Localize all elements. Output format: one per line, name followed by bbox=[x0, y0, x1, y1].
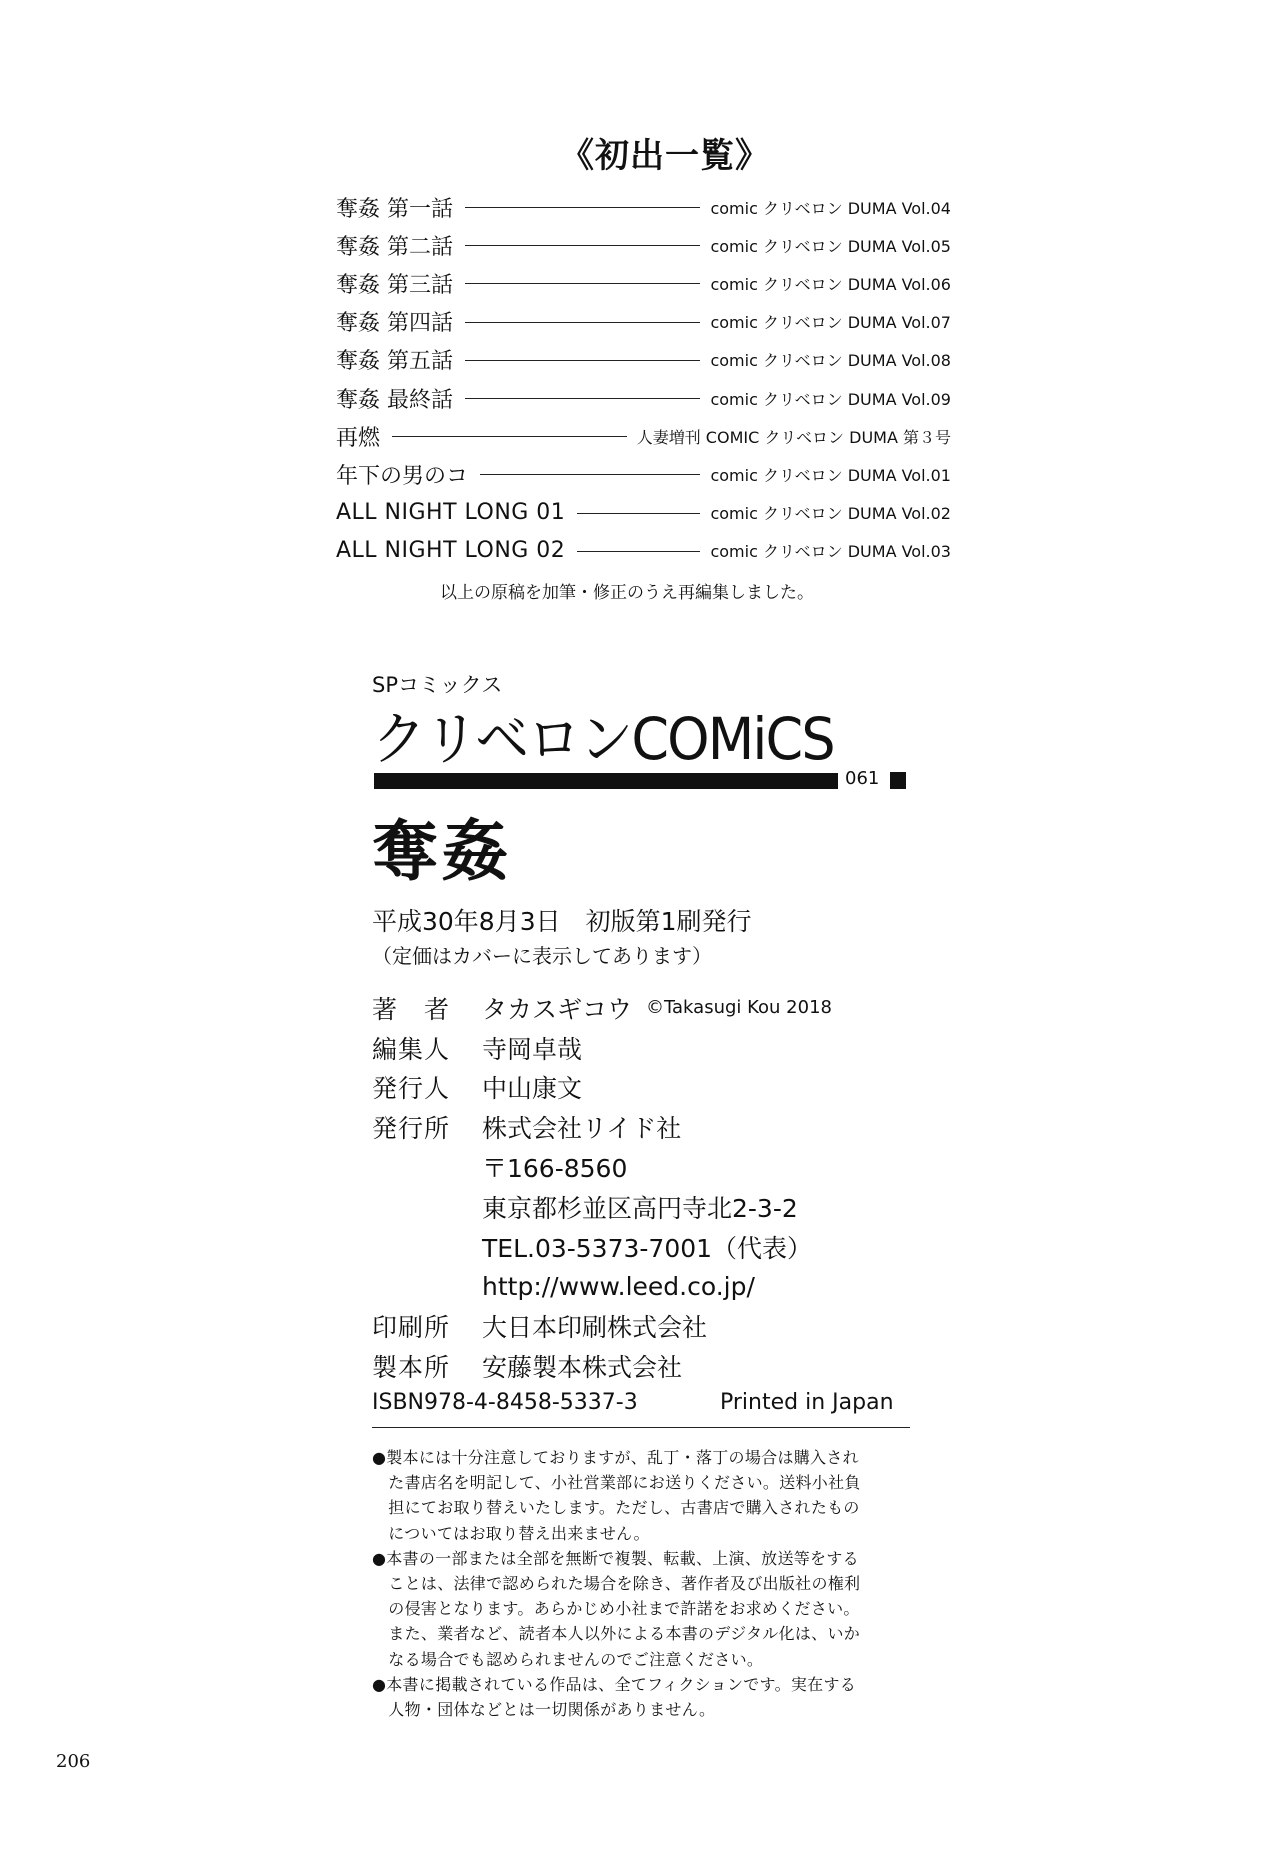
notice-line: ●本書の一部または全部を無断で複製、転載、上演、放送等をする bbox=[372, 1548, 859, 1568]
source-magazine: comic クリベロン DUMA Vol.04 bbox=[710, 198, 951, 218]
brand-logo-text: クリベロンCOMiCS bbox=[372, 705, 834, 773]
notice-line: なる場合でも認められませんのでご注意ください。 bbox=[372, 1649, 764, 1669]
list-item bbox=[336, 341, 951, 379]
first-appearance-list bbox=[336, 188, 951, 570]
book-title: 奪姦 bbox=[372, 813, 512, 890]
list-item bbox=[336, 417, 951, 455]
credit-label: 発行所 bbox=[372, 1114, 451, 1144]
notice-line: また、業者など、読者本人以外による本書のデジタル化は、いか bbox=[372, 1624, 861, 1644]
credit-row bbox=[372, 1187, 832, 1227]
website: http://www.leed.co.jp/ bbox=[482, 1271, 755, 1301]
credit-value: 中山康文 bbox=[482, 1074, 583, 1104]
source-magazine: comic クリベロン DUMA Vol.03 bbox=[710, 542, 951, 562]
leader-line bbox=[465, 322, 700, 323]
list-item bbox=[336, 188, 951, 226]
credit-label: 著 者 bbox=[372, 994, 451, 1024]
leader-line bbox=[465, 245, 700, 246]
credit-row bbox=[372, 988, 832, 1028]
leader-line bbox=[577, 513, 700, 514]
work-title: 奪姦 第四話 bbox=[336, 311, 453, 337]
list-item bbox=[336, 379, 951, 417]
decorative-bar bbox=[374, 773, 838, 789]
credit-value: 寺岡卓哉 bbox=[482, 1034, 583, 1064]
credit-row bbox=[372, 1068, 832, 1108]
notices bbox=[372, 1445, 912, 1722]
credit-row bbox=[372, 1028, 832, 1068]
page-number: 206 bbox=[56, 1751, 91, 1772]
notice-line: 人物・団体などとは一切関係がありません。 bbox=[372, 1699, 716, 1719]
work-title: ALL NIGHT LONG 02 bbox=[336, 538, 566, 564]
credit-row bbox=[372, 1227, 832, 1267]
credit-label: 発行人 bbox=[372, 1074, 451, 1104]
copyright-notice: ©Takasugi Kou 2018 bbox=[646, 997, 832, 1019]
revision-note: 以上の原稿を加筆・修正のうえ再編集しました。 bbox=[440, 583, 814, 603]
credit-value: 安藤製本株式会社 bbox=[482, 1353, 683, 1383]
work-title: 奪姦 第五話 bbox=[336, 349, 453, 375]
list-item bbox=[336, 226, 951, 264]
leader-line bbox=[577, 551, 700, 552]
credit-label: 編集人 bbox=[372, 1034, 451, 1064]
source-magazine: comic クリベロン DUMA Vol.05 bbox=[710, 236, 951, 256]
list-item bbox=[336, 264, 951, 302]
divider bbox=[372, 1427, 910, 1428]
source-magazine: comic クリベロン DUMA Vol.06 bbox=[710, 274, 951, 294]
credit-value: タカスギコウ bbox=[482, 994, 633, 1024]
work-title: 奪姦 第二話 bbox=[336, 234, 453, 260]
notice-line: ●製本には十分注意しておりますが、乱丁・落丁の場合は購入され bbox=[372, 1448, 859, 1467]
list-item bbox=[336, 455, 951, 493]
printed-in: Printed in Japan bbox=[720, 1390, 894, 1415]
work-title: 奪姦 最終話 bbox=[336, 387, 453, 413]
publication-date: 平成30年8月3日 初版第1刷発行 bbox=[372, 907, 752, 936]
credit-row bbox=[372, 1346, 832, 1386]
credit-label: 製本所 bbox=[372, 1353, 451, 1383]
leader-line bbox=[480, 474, 700, 475]
source-magazine: comic クリベロン DUMA Vol.07 bbox=[710, 313, 951, 333]
source-magazine: comic クリベロン DUMA Vol.08 bbox=[710, 351, 951, 371]
source-magazine: 人妻増刊 COMIC クリベロン DUMA 第３号 bbox=[636, 427, 951, 447]
credit-value: 大日本印刷株式会社 bbox=[482, 1313, 708, 1343]
credit-row bbox=[372, 1147, 832, 1187]
square-mark bbox=[890, 772, 906, 789]
notice-line: についてはお取り替え出来ません。 bbox=[372, 1523, 650, 1543]
work-title: 奪姦 第一話 bbox=[336, 196, 453, 222]
notice-line: た書店名を明記して、小社営業部にお送りください。送料小社負 bbox=[372, 1473, 861, 1493]
notice-line: ことは、法律で認められた場合を除き、著作者及び出版社の権利 bbox=[372, 1573, 861, 1593]
notice-line: の侵害となります。あらかじめ小社まで許諾をお求めください。 bbox=[372, 1599, 860, 1619]
isbn: ISBN978-4-8458-5337-3 bbox=[372, 1390, 638, 1415]
leader-line bbox=[465, 207, 700, 208]
credit-label: 印刷所 bbox=[372, 1313, 451, 1343]
credit-row bbox=[372, 1107, 832, 1147]
leader-line bbox=[465, 283, 700, 284]
credit-value: 株式会社リイド社 bbox=[482, 1114, 682, 1144]
list-item bbox=[336, 494, 951, 532]
leader-line bbox=[392, 436, 627, 437]
work-title: 再燃 bbox=[336, 425, 381, 451]
phone: TEL.03-5373-7001（代表） bbox=[482, 1233, 813, 1263]
address: 東京都杉並区高円寺北2-3-2 bbox=[482, 1193, 798, 1223]
leader-line bbox=[465, 360, 700, 361]
notice-line: ●本書に掲載されている作品は、全てフィクションです。実在する bbox=[372, 1674, 857, 1694]
postal-code: 〒166-8560 bbox=[482, 1154, 628, 1184]
credit-row bbox=[372, 1267, 832, 1307]
work-title: 年下の男のコ bbox=[336, 463, 469, 489]
leader-line bbox=[465, 398, 700, 399]
work-title: 奪姦 第三話 bbox=[336, 272, 453, 298]
source-magazine: comic クリベロン DUMA Vol.02 bbox=[710, 504, 951, 524]
source-magazine: comic クリベロン DUMA Vol.01 bbox=[710, 465, 951, 485]
imprint-label: SPコミックス bbox=[372, 673, 503, 697]
list-item bbox=[336, 303, 951, 341]
source-magazine: comic クリベロン DUMA Vol.09 bbox=[710, 389, 951, 409]
notice-line: 担にてお取り替えいたします。ただし、古書店で購入されたもの bbox=[372, 1498, 860, 1518]
series-number: 061 bbox=[845, 768, 880, 789]
work-title: ALL NIGHT LONG 01 bbox=[336, 500, 566, 526]
price-note: （定価はカバーに表示してあります） bbox=[372, 944, 712, 968]
credit-row bbox=[372, 1306, 832, 1346]
credits-list bbox=[372, 988, 832, 1386]
list-item bbox=[336, 532, 951, 570]
first-appearance-title: 《初出一覧》 bbox=[560, 136, 770, 176]
